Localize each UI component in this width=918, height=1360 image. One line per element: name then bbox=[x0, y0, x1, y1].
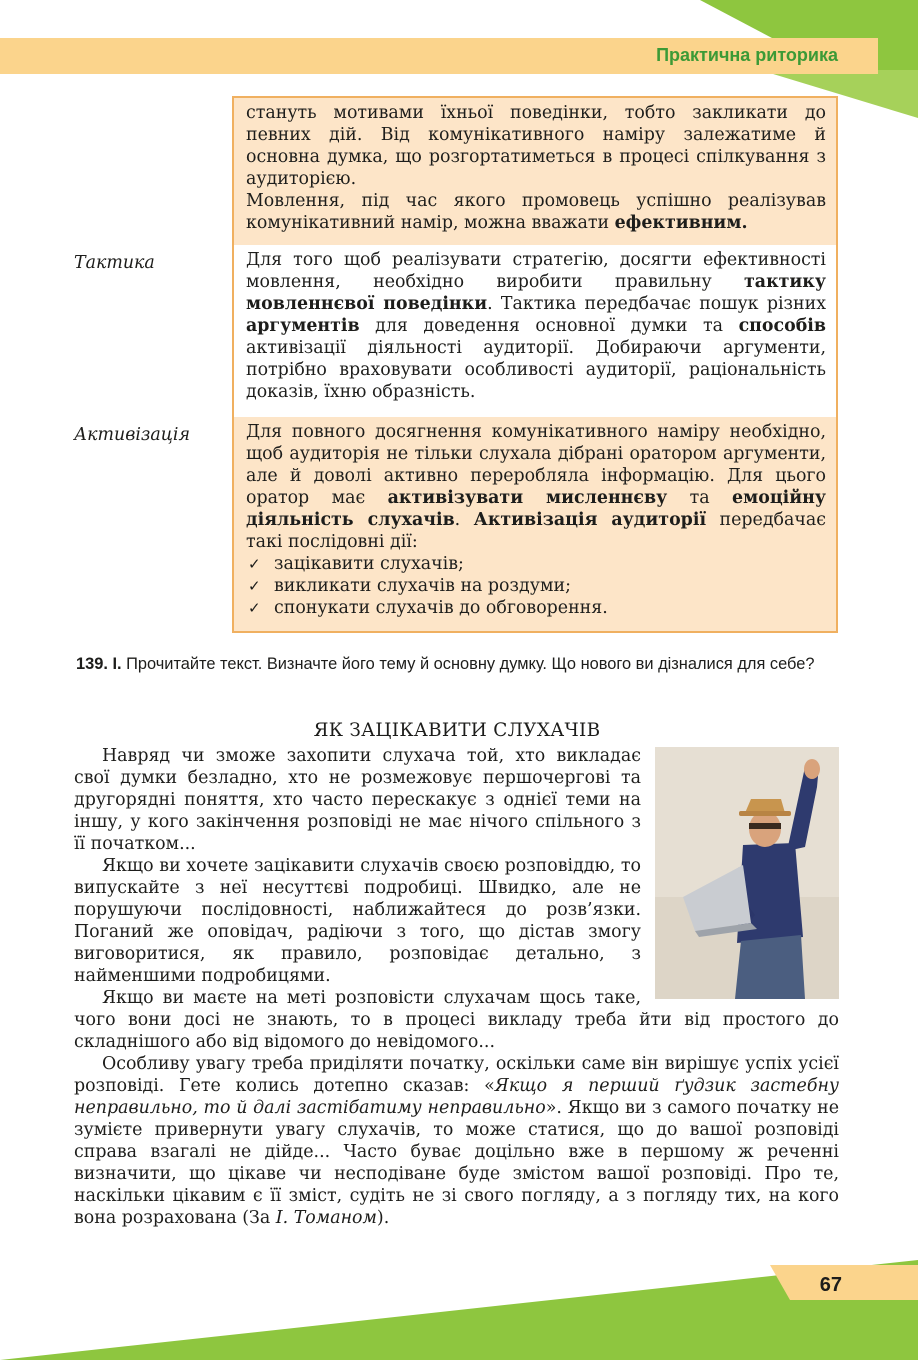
text-run: . bbox=[454, 510, 474, 530]
bold-term: ефективним. bbox=[614, 213, 748, 233]
reading-title: ЯК ЗАЦІКАВИТИ СЛУХАЧІВ bbox=[313, 720, 601, 741]
text-run: Для повного досягнення комунікативного наміру необхідно, щоб аудиторія не тільки слухала дібрані оратором аргументи, але й доволі активно переробляла інформацію. Для цього оратор має bbox=[246, 422, 826, 508]
row-content bbox=[246, 102, 826, 234]
text-run: для доведення основної думки та bbox=[359, 316, 739, 336]
paragraph bbox=[246, 249, 826, 403]
text-run: Якщо ви хочете зацікавити слухачів своєю розповіддю, то випускайте з неї несуттєві подробиці. Швидко, але не порушуючи послідовності, наближайтеся до розв’язки. Поганий же оповідач, радіючи з того, що дістав змогу виговоритися, як правило, розповідає детально, з найменшими подробицями. bbox=[74, 856, 641, 986]
row-content bbox=[246, 421, 826, 553]
bold-term: емоційну діяльність слухачів bbox=[246, 488, 827, 530]
paragraph bbox=[246, 190, 826, 234]
text-run: передбачає такі послідовні дії: bbox=[246, 510, 826, 552]
text-run: Навряд чи зможе захопити слухача той, хто викладає свої думки безладно, хто не розмежовує першочергові та другорядні поняття, хто часто перескакує з однієї теми на іншу, у кого закінчення розповіді не має нічого спільного з її початком... bbox=[74, 746, 641, 854]
bold-term: Активізація аудиторії bbox=[473, 510, 707, 530]
activation-checklist bbox=[246, 553, 826, 619]
text-run: ). bbox=[376, 1208, 390, 1228]
table-row-strategy-continued bbox=[232, 96, 838, 245]
paragraph bbox=[246, 102, 826, 190]
man-with-laptop-photo bbox=[655, 747, 839, 999]
term-tactics: Тактика bbox=[74, 253, 155, 273]
paragraph bbox=[246, 421, 826, 553]
task-text: Прочитайте текст. Визначте його тему й основну думку. Що нового ви дізналися для себе? bbox=[121, 655, 815, 673]
text-run: та bbox=[667, 488, 733, 508]
text-run: ». Якщо ви з самого початку не зумієте привернути увагу слухачів, то може статися, що до вашої розповіді справа взагалі не дійде... Часто буває доцільно вже в першому ж реченні визначити, що цікаве чи несподіване буде змістом вашої розповіді. Про те, наскільки цікавим є її зміст, судіть не зі свого погляду, а з погляду тих, на кого вона розрахована (За bbox=[74, 1098, 839, 1228]
text-run: Якщо ви маєте на меті розповісти слухачам щось таке, чого вони досі не знають, то в процесі викладу треба йти від простого до складнішого або від відомого до невідомого... bbox=[74, 988, 839, 1052]
text-run: . Тактика передбачає пошук різних bbox=[487, 294, 826, 314]
reading-text bbox=[74, 745, 839, 1229]
text-run: Особливу увагу треба приділяти початку, оскільки саме він вирішує успіх усієї розповіді. Гете колись дотепно сказав: « bbox=[74, 1054, 839, 1096]
bottom-corner-decoration bbox=[0, 1240, 918, 1360]
bold-term: активізувати мисленнєву bbox=[387, 488, 668, 508]
paragraph bbox=[74, 1053, 839, 1229]
text-run: Мовлення, під час якого промовець успішно реалізував комунікативний намір, можна вважати bbox=[246, 191, 826, 233]
table-row-activation bbox=[232, 417, 838, 633]
bold-term: способів bbox=[738, 316, 826, 336]
italic-text: І. Томаном bbox=[275, 1208, 377, 1228]
task-number: 139. І. bbox=[76, 655, 122, 673]
section-title: Практична риторика bbox=[656, 45, 838, 65]
checklist-item: ✓ викликати слухачів на роздуми; bbox=[246, 575, 826, 597]
term-activation: Активізація bbox=[74, 425, 190, 445]
italic-text: Якщо я перший ґудзик застебну неправильно, то й далі застібатиму неправильно bbox=[74, 1076, 840, 1118]
text-run: стануть мотивами їхньої поведінки, тобто закликати до певних дій. Від комунікативного наміру залежатиме й основна думка, що розгортатиметься в процесі спілкування з аудиторією. bbox=[246, 103, 826, 189]
photo-container bbox=[655, 747, 839, 999]
table-row-tactics bbox=[232, 245, 838, 417]
text-run: активізації діяльності аудиторії. Добираючи аргументи, потрібно враховувати особливості аудиторії, раціональність доказів, їхню образність. bbox=[246, 338, 826, 402]
bold-term: тактику мовленнєвої поведінки bbox=[246, 272, 826, 314]
page-number: 67 bbox=[819, 1274, 842, 1296]
checklist-item: ✓ зацікавити слухачів; bbox=[246, 553, 826, 575]
bold-term: аргументів bbox=[246, 316, 360, 336]
text-run: Для того щоб реалізувати стратегію, досягти ефективності мовлення, необхідно виробити правильну bbox=[246, 250, 826, 292]
task-139 bbox=[76, 653, 840, 675]
checklist-item: ✓ спонукати слухачів до обговорення. bbox=[246, 597, 826, 619]
row-content bbox=[246, 249, 826, 403]
